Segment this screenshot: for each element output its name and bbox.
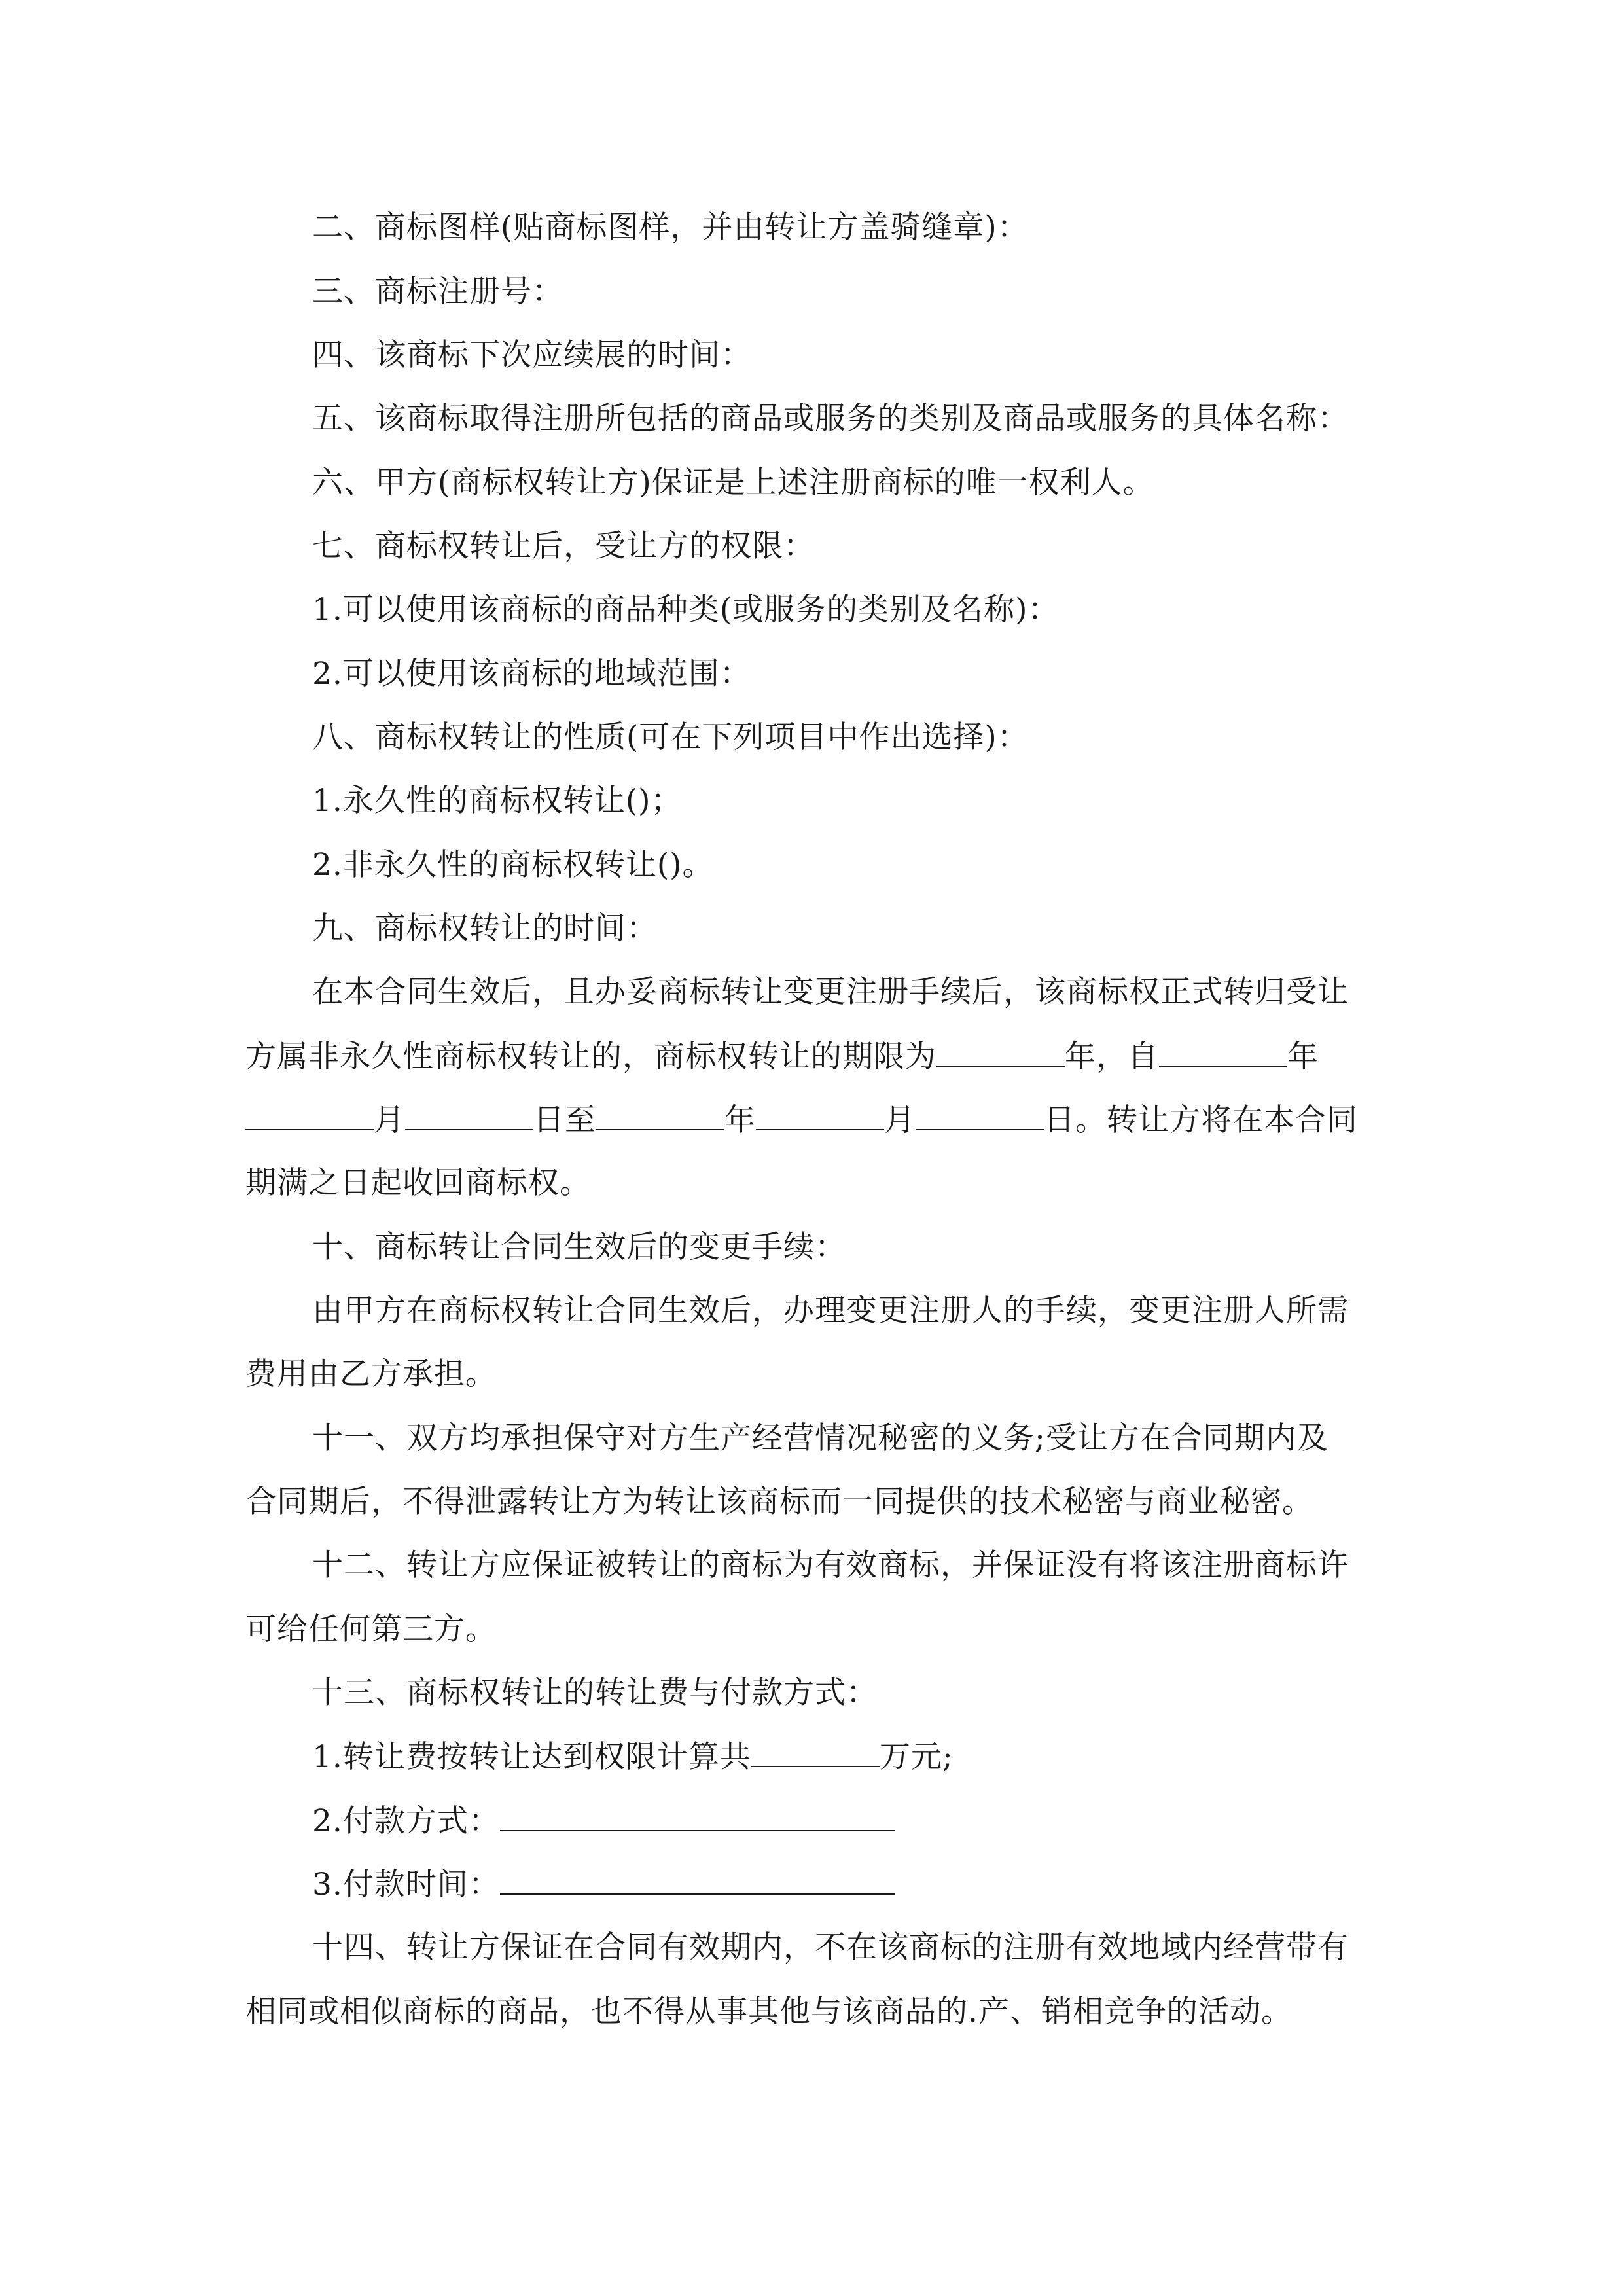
- clause-7-item-2: 2.可以使用该商标的地域范围：: [312, 656, 751, 692]
- clause-13-item-3: [312, 1865, 895, 1905]
- end-month-blank: [756, 1100, 884, 1130]
- clause-12-line-1: 十二、转让方应保证被转让的商标为有效商标，并保证没有将该注册商标许: [312, 1547, 1349, 1583]
- payment-time-label: 3.付款时间：: [312, 1867, 500, 1903]
- start-month-label: 月: [374, 1102, 405, 1138]
- end-day-label: 日。转让方将在本合同: [1044, 1102, 1358, 1138]
- clause-7-item-1: 1.可以使用该商标的商品种类(或服务的类别及名称)：: [312, 592, 1060, 628]
- clause-8-item-2: 2.非永久性的商标权转让()。: [312, 847, 714, 883]
- start-year-label: 年: [1287, 1039, 1319, 1075]
- clause-3-registration-number: 三、商标注册号：: [312, 274, 563, 310]
- clause-8-item-1: 1.永久性的商标权转让()；: [312, 783, 683, 819]
- end-month-label: 月: [884, 1102, 916, 1138]
- clause-14-line-2: 相同或相似商标的商品，也不得从事其他与该商品的.产、销相竞争的活动。: [245, 1994, 1293, 2030]
- term-years-blank: [936, 1037, 1065, 1067]
- clause-2-trademark-sample: 二、商标图样(贴商标图样，并由转让方盖骑缝章)：: [312, 209, 1029, 245]
- clause-11-line-1: 十一、双方均承担保守对方生产经营情况秘密的义务;受让方在合同期内及: [312, 1420, 1329, 1456]
- clause-9-time: 九、商标权转让的时间：: [312, 910, 658, 946]
- start-day-blank: [405, 1100, 533, 1130]
- term-text: 方属非永久性商标权转让的，商标权转让的期限为: [245, 1039, 936, 1075]
- clause-4-renewal-time: 四、该商标下次应续展的时间：: [312, 337, 752, 373]
- clause-11-line-2: 合同期后，不得泄露转让方为转让该商标而一同提供的技术秘密与商业秘密。: [245, 1484, 1313, 1520]
- clause-8-nature: 八、商标权转让的性质(可在下列项目中作出选择)：: [312, 719, 1029, 755]
- clause-12-line-2: 可给任何第三方。: [245, 1611, 497, 1647]
- fee-unit: 万元;: [879, 1739, 954, 1775]
- clause-10-paragraph-line-2: 费用由乙方承担。: [245, 1356, 497, 1392]
- clause-6-sole-owner: 六、甲方(商标权转让方)保证是上述注册商标的唯一权利人。: [312, 465, 1154, 501]
- clause-10-paragraph-line-1: 由甲方在商标权转让合同生效后，办理变更注册人的手续，变更注册人所需: [312, 1293, 1349, 1329]
- start-day-label: 日至: [533, 1102, 596, 1138]
- end-year-label: 年: [724, 1102, 756, 1138]
- fee-text: 1.转让费按转让达到权限计算共: [312, 1739, 751, 1775]
- payment-method-blank: [500, 1801, 895, 1831]
- clause-9-paragraph-line-2: [245, 1037, 1319, 1077]
- clause-14-line-1: 十四、转让方保证在合同有效期内，不在该商标的注册有效地域内经营带有: [312, 1929, 1349, 1965]
- end-year-blank: [596, 1100, 724, 1130]
- payment-method-label: 2.付款方式：: [312, 1803, 500, 1839]
- clause-9-paragraph-line-4: 期满之日起收回商标权。: [245, 1165, 591, 1201]
- fee-amount-blank: [751, 1737, 880, 1767]
- clause-10-change-procedure: 十、商标转让合同生效后的变更手续：: [312, 1229, 846, 1265]
- clause-9-paragraph-line-3: [245, 1100, 1358, 1140]
- clause-7-assignee-rights: 七、商标权转让后，受让方的权限：: [312, 528, 815, 564]
- clause-13-item-1: [312, 1737, 954, 1777]
- clause-13-fee-payment: 十三、商标权转让的转让费与付款方式：: [312, 1675, 878, 1711]
- clause-5-goods-services: 五、该商标取得注册所包括的商品或服务的类别及商品或服务的具体名称：: [312, 401, 1349, 437]
- clause-13-item-2: [312, 1801, 895, 1841]
- clause-9-paragraph-line-1: 在本合同生效后，且办妥商标转让变更注册手续后，该商标权正式转归受让: [312, 974, 1349, 1010]
- start-month-blank: [245, 1100, 374, 1130]
- payment-time-blank: [500, 1865, 895, 1895]
- end-day-blank: [916, 1100, 1044, 1130]
- term-years-label: 年，自: [1065, 1039, 1159, 1075]
- start-year-blank: [1159, 1037, 1287, 1067]
